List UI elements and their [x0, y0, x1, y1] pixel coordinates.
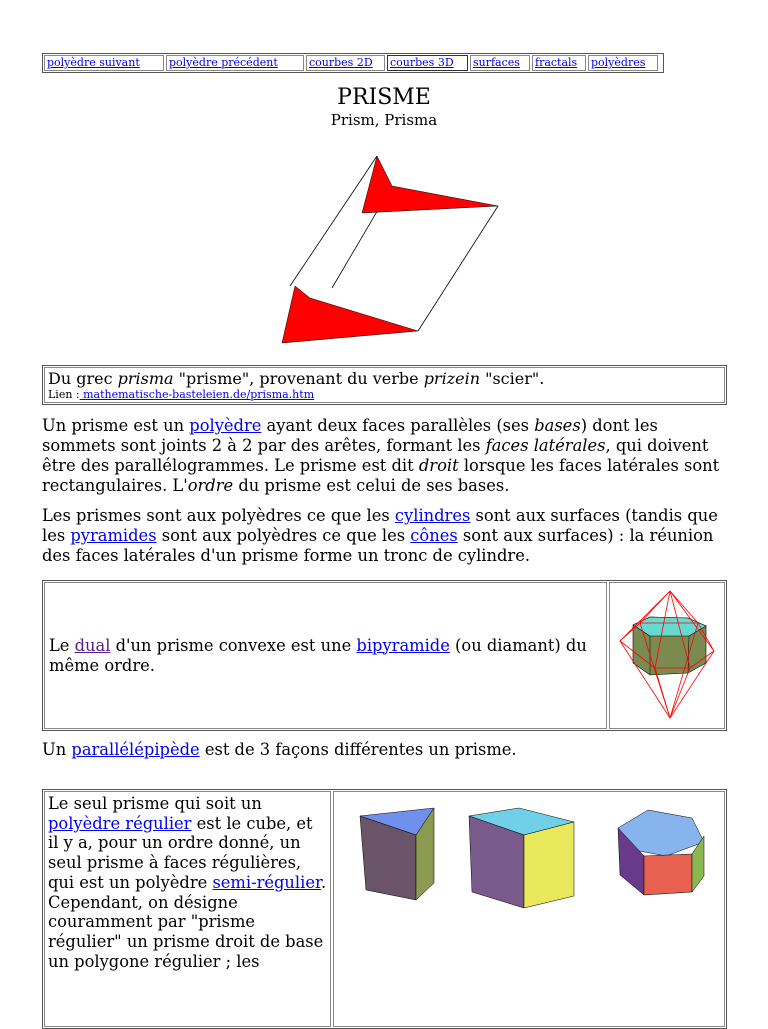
term-order: ordre [187, 476, 234, 495]
parallelepiped-link[interactable]: parallélépipède [71, 740, 200, 759]
text-part: sont aux polyèdres ce que les [156, 526, 411, 545]
polyhedron-link[interactable]: polyèdre [189, 416, 262, 435]
text-part: (ou diamant) du même ordre. [49, 635, 587, 675]
cube [469, 808, 574, 908]
definition-paragraph [42, 416, 732, 496]
nav-cell-curves-2d [306, 55, 385, 71]
nav-cell-curves-3d [387, 55, 468, 71]
etymology-greek-word: prisma [117, 369, 174, 388]
cylinders-link[interactable]: cylindres [394, 506, 471, 525]
text-part: Un [42, 740, 72, 759]
dual-table [42, 580, 727, 731]
term-right: droit [418, 456, 459, 475]
pyramids-link[interactable]: pyramides [70, 526, 157, 545]
nav-cell-next [44, 55, 164, 71]
etymology-text-part: "scier". [480, 369, 545, 388]
prism-edge [290, 156, 377, 286]
etymology-link[interactable]: mathematische-basteleien.de/prisma.htm [79, 388, 315, 401]
dual-text [49, 636, 602, 676]
term-bases: bases [534, 416, 581, 435]
term-lateral-faces: faces latérales [485, 436, 606, 455]
nav-link-surfaces[interactable]: surfaces [473, 56, 520, 69]
text-part: est de 3 façons différentes un prisme. [199, 740, 517, 759]
text-part: du prisme est celui de ses bases. [233, 476, 510, 495]
semi-regular-link[interactable]: semi-régulier [212, 872, 321, 892]
cones-link[interactable]: cônes [410, 526, 458, 545]
bipyramid-link[interactable]: bipyramide [356, 635, 450, 655]
regular-polyhedron-link[interactable]: polyèdre régulier [48, 813, 192, 833]
text-part: Les prismes sont aux polyèdres ce que les [42, 506, 395, 525]
regular-text-cell [44, 791, 331, 1027]
regular-prisms-table [42, 789, 727, 1029]
nav-link-curves-2d[interactable]: courbes 2D [309, 56, 373, 69]
nav-cell-fractals [532, 55, 586, 71]
text-part: sont aux surfaces) : la réunion des faces latérales d'un prisme forme un tronc de cylindre. [42, 526, 714, 565]
text-part: est le cube, et il y a, pour un ordre donné, un seul prisme à faces régulières, qui est un polyèdre [48, 813, 313, 892]
text-part: d'un prisme convexe est une [110, 635, 357, 655]
pentagonal-prism [618, 810, 704, 895]
text-part: lorsque les faces latérales sont rectangulaires. L' [42, 456, 720, 495]
triangular-prism [360, 808, 434, 900]
etymology-link-line [48, 388, 721, 401]
nav-cell-previous [166, 55, 304, 71]
analogy-paragraph [42, 506, 732, 566]
nav-cell-polyhedra [588, 55, 658, 71]
etymology-box [42, 365, 727, 405]
text-part: Le seul prisme qui soit un [48, 794, 262, 813]
nav-table [42, 53, 664, 73]
etymology-verb: prizein [423, 369, 481, 388]
dual-bipyramid-figure [610, 583, 724, 728]
nav-link-polyhedra[interactable]: polyèdres [591, 56, 646, 69]
dual-image-cell [609, 582, 725, 729]
prism-top-base [362, 156, 498, 213]
text-part: ayant deux faces parallèles (ses [261, 416, 535, 435]
prism-edge [418, 206, 498, 331]
page-title: PRISME [337, 85, 431, 110]
dual-text-cell [44, 582, 607, 729]
regular-image-cell [333, 791, 725, 1027]
etymology-text [48, 370, 721, 388]
text-part: . Cependant, on désigne couramment par "prisme régulier" un prisme droit de base un polygone régulier ; les [48, 872, 327, 971]
text-part: Un prisme est un [42, 416, 190, 435]
etymology-link-prefix: Lien : [48, 388, 80, 401]
regular-prisms-figure [334, 800, 724, 910]
nav-link-previous[interactable]: polyèdre précédent [169, 56, 278, 69]
etymology-text-part: "prisme", provenant du verbe [173, 369, 424, 388]
etymology-cell [44, 367, 725, 403]
page-subtitle: Prism, Prisma [330, 111, 438, 129]
dual-link[interactable]: dual [74, 635, 111, 655]
nav-cell-surfaces [470, 55, 530, 71]
nav-link-fractals[interactable]: fractals [535, 56, 578, 69]
parallelepiped-paragraph [42, 740, 732, 760]
text-part: ) dont les sommets sont joints 2 à 2 par des arêtes, formant les [42, 416, 658, 455]
text-part: , qui doivent être des parallélogrammes. Le prisme est dit [42, 436, 709, 475]
nav-link-next[interactable]: polyèdre suivant [47, 56, 140, 69]
prism-bottom-base [282, 286, 418, 343]
prism-figure [270, 148, 510, 348]
etymology-text-part: Du grec [48, 369, 118, 388]
text-part: Le [49, 635, 75, 655]
nav-link-curves-3d[interactable]: courbes 3D [390, 56, 454, 69]
text-part: sont aux surfaces (tandis que les [42, 506, 718, 545]
